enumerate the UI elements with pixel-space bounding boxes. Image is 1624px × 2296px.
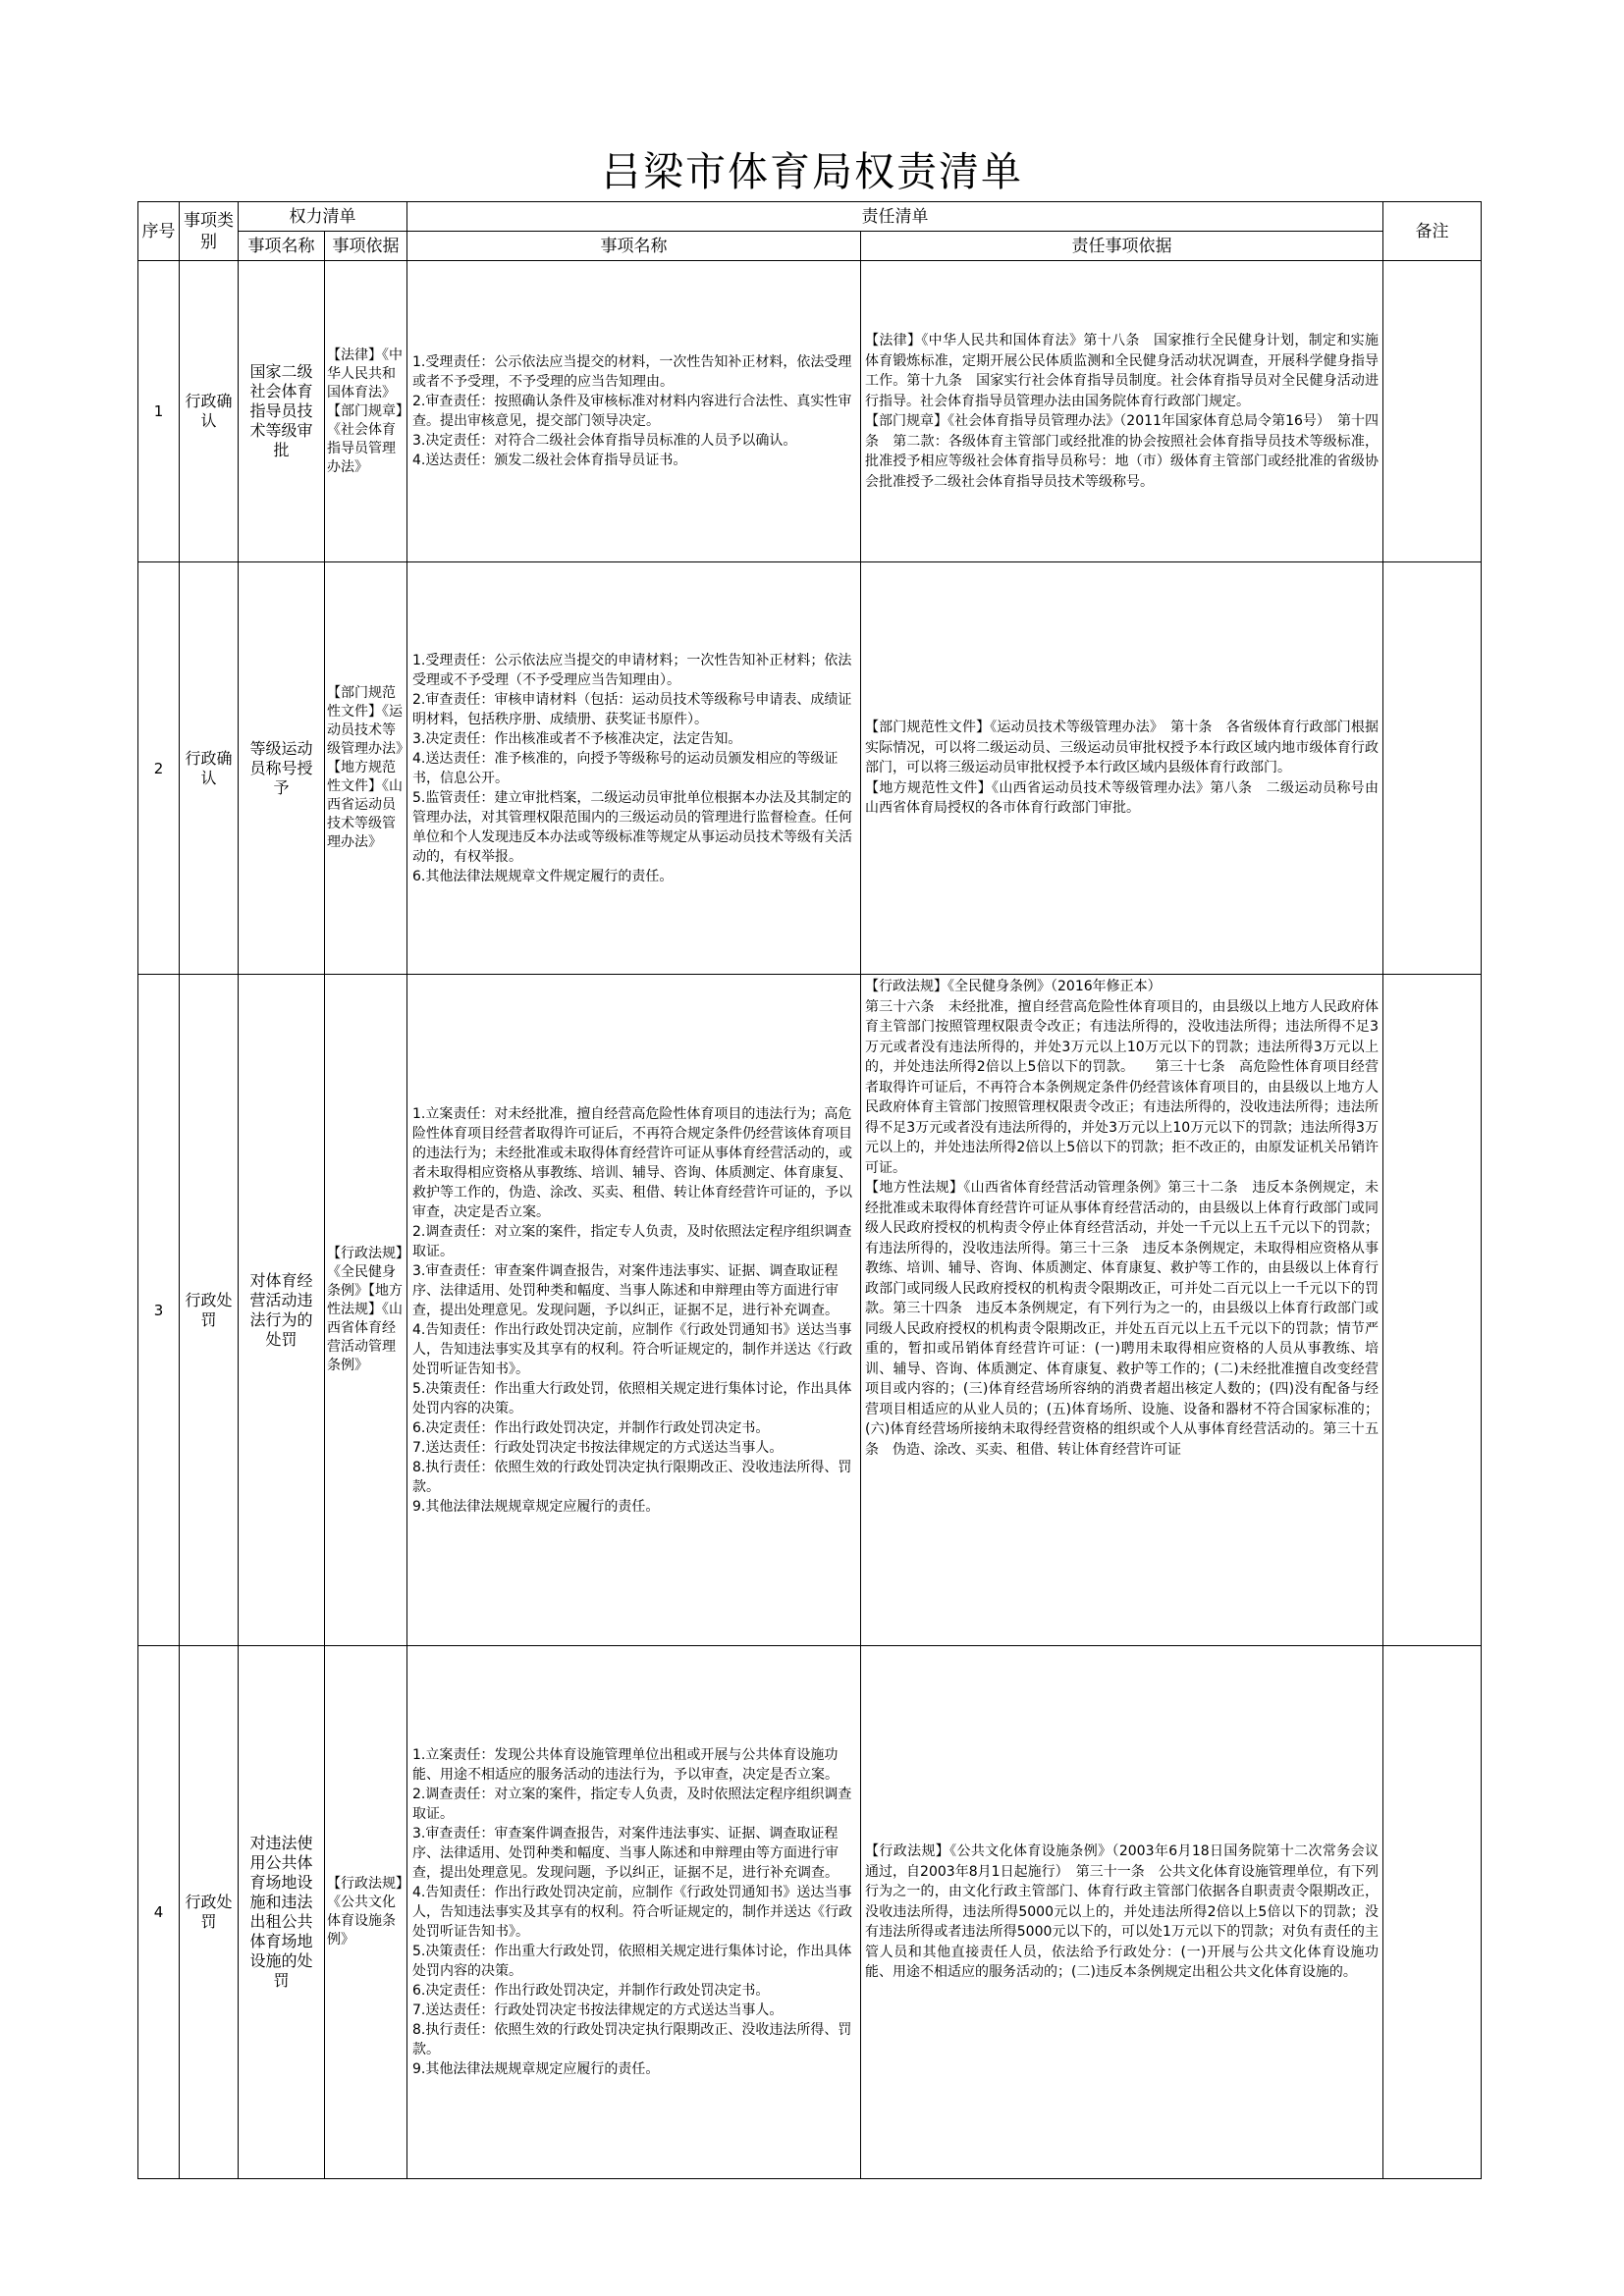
responsibility-item: 4.告知责任：作出行政处罚决定前，应制作《行政处罚通知书》送达当事人，告知违法事实及其享有的权利。符合听证规定的，制作并送达《行政处罚听证告知书》。 xyxy=(412,1321,852,1377)
responsibility-item: 7.送达责任：行政处罚决定书按法律规定的方式送达当事人。 xyxy=(412,2002,784,2018)
row-remark xyxy=(1383,562,1482,975)
row-item-basis: 【行政法规】《公共文化体育设施条例》 xyxy=(325,1646,407,2179)
responsibility-item: 2.审查责任：审核申请材料（包括：运动员技术等级称号申请表、成绩证明材料，包括秩序册、成绩册、获奖证书原件）。 xyxy=(412,691,852,727)
responsibility-item: 8.执行责任：依照生效的行政处罚决定执行限期改正、没收违法所得、罚款。 xyxy=(412,2022,852,2057)
table-row xyxy=(138,975,1482,1646)
row-category: 行政确认 xyxy=(180,562,239,975)
responsibility-item: 8.执行责任：依照生效的行政处罚决定执行限期改正、没收违法所得、罚款。 xyxy=(412,1459,852,1495)
row-legal-basis: 【法律】《中华人民共和国体育法》第十八条 国家推行全民健身计划，制定和实施体育锻炼标准，定期开展公民体质监测和全民健身活动状况调查，开展科学健身指导工作。第十九条 国家实行社会体育指导员制度。社会体育指导员对全民健身活动进行指导。社会体育指导员管理办法由国务院体育行政部门规定。 【部门规章】《社会体育指导员管理办法》（2011年国家体育总局令第16号） 第十四条 第二款：各级体育主管部门或经批准的协会按照社会体育指导员技术等级标准，批准授予相应等级社会体育指导员称号：地（市）级体育主管部门或经批准的省级协会批准授予二级社会体育指导员技术等级称号。 xyxy=(861,261,1383,562)
row-no: 4 xyxy=(138,1646,180,2179)
responsibility-item: 2.调查责任：对立案的案件，指定专人负责，及时依照法定程序组织调查取证。 xyxy=(412,1223,852,1259)
responsibility-item: 9.其他法律法规规章规定应履行的责任。 xyxy=(412,2061,660,2077)
row-no: 3 xyxy=(138,975,180,1646)
row-no: 1 xyxy=(138,261,180,562)
table-row xyxy=(138,562,1482,975)
header-item-name: 事项名称 xyxy=(239,232,325,261)
responsibility-item: 9.其他法律法规规章规定应履行的责任。 xyxy=(412,1498,660,1515)
row-remark xyxy=(1383,975,1482,1646)
responsibility-item: 3.审查责任：审查案件调查报告，对案件违法事实、证据、调查取证程序、法律适用、处罚种类和幅度、当事人陈述和申辩理由等方面进行审查，提出处理意见。发现问题，予以纠正，证据不足，进行补充调查。 xyxy=(412,1262,839,1318)
row-category: 行政处罚 xyxy=(180,1646,239,2179)
responsibility-item: 1.立案责任：对未经批准，擅自经营高危险性体育项目的违法行为；高危险性体育项目经营者取得许可证后，不再符合规定条件仍经营该体育项目的违法行为；未经批准或未取得体育经营许可证从事体育经营活动的，或者未取得相应资格从事教练、培训、辅导、咨询、体质测定、体育康复、救护等工作的，伪造、涂改、买卖、租借、转让体育经营许可证的，予以审查，决定是否立案。 xyxy=(412,1105,852,1220)
row-legal-basis: 【部门规范性文件】《运动员技术等级管理办法》 第十条 各省级体育行政部门根据实际情况，可以将二级运动员、三级运动员审批权授予本行政区域内地市级体育行政部门，可以将三级运动员审批权授予本行政区域内县级体育行政部门。 【地方规范性文件】《山西省运动员技术等级管理办法》第八条 二级运动员称号由山西省体育局授权的各市体育行政部门审批。 xyxy=(861,562,1383,975)
legal-basis-text: 【行政法规】《全民健身条例》（2016年修正本） 第三十六条 未经批准，擅自经营高危险性体育项目的，由县级以上地方人民政府体育主管部门按照管理权限责令改正；有违法所得的，没收违法所得；违法所得不足3万元或者没有违法所得的，并处3万元以上10万元以下的罚款；违法所得3万元以上的，并处违法所得2倍以上5倍以下的罚款。 第三十七条 高危险性体育项目经营者取得许可证后，不再符合本条例规定条件仍经营该体育项目的，由县级以上地方人民政府体育主管部门按照管理权限责令改正；有违法所得的，没收违法所得；违法所得不足3万元或者没有违法所得的，并处3万元以上10万元以下的罚款；违法所得3万元以上的，并处违法所得2倍以上5倍以下的罚款；拒不改正的，由原发证机关吊销许可证。 【地方性法规】《山西省体育经营活动管理条例》第三十二条 违反本条例规定，未经批准或未取得体育经营许可证从事体育经营活动的，由县级以上体育行政部门或同级人民政府授权的机构责令停止体育经营活动，并处一千元以上五千元以下的罚款；有违法所得的，没收违法所得。第三十三条 违反本条例规定，未取得相应资格从事教练、培训、辅导、咨询、体质测定、体育康复、救护等工作的，由县级以上体育行政部门或同级人民政府授权的机构责令限期改正，可并处二百元以上一千元以下的罚款。第三十四条 违反本条例规定，有下列行为之一的，由县级以上体育行政部门或同级人民政府授权的机构责令限期改正，并处五百元以上五千元以下的罚款；情节严重的，暂扣或吊销体育经营许可证：(一)聘用未取得相应资格的人员从事教练、培训、辅导、咨询、体质测定、体育康复、救护等工作的；(二)未经批准擅自改变经营项目或内容的；(三)体育经营场所容纳的消费者超出核定人数的；(四)没有配备与经营项目相适应的从业人员的；(五)体育场所、设施、设备和器材不符合国家标准的；(六)体育经营场所接纳未取得经营资格的组织或个人从事体育经营活动的。第三十五条 伪造、涂改、买卖、租借、转让体育经营许可证 xyxy=(865,979,1379,1458)
responsibility-item: 1.受理责任：公示依法应当提交的材料，一次性告知补正材料，依法受理或者不予受理，不予受理的应当告知理由。 xyxy=(412,354,852,390)
responsibility-item: 3.审查责任：审查案件调查报告，对案件违法事实、证据、调查取证程序、法律适用、处罚种类和幅度、当事人陈述和申辩理由等方面进行审查，提出处理意见。发现问题，予以纠正，证据不足，进行补充调查。 xyxy=(412,1826,839,1881)
responsibility-table xyxy=(137,201,1482,2179)
header-resp-basis: 责任事项依据 xyxy=(861,232,1383,261)
header-no: 序号 xyxy=(138,202,180,261)
row-legal-basis: 【行政法规】《公共文化体育设施条例》（2003年6月18日国务院第十二次常务会议通过，自2003年8月1日起施行） 第三十一条 公共文化体育设施管理单位，有下列行为之一的，由文化行政主管部门、体育行政主管部门依据各自职责责令限期改正，没收违法所得，违法所得5000元以上的，并处违法所得2倍以上5倍以下的罚款；没有违法所得或者违法所得5000元以下的，可以处1万元以下的罚款；对负有责任的主管人员和其他直接责任人员，依法给予行政处分：(一)开展与公共文化体育设施功能、用途不相适应的服务活动的；(二)违反本条例规定出租公共文化体育设施的。 xyxy=(861,1646,1383,2179)
row-category: 行政确认 xyxy=(180,261,239,562)
header-remark: 备注 xyxy=(1383,202,1482,261)
row-item-basis: 【部门规范性文件】《运动员技术等级管理办法》【地方规范性文件】《山西省运动员技术等级管理办法》 xyxy=(325,562,407,975)
row-item-name: 对违法使用公共体育场地设施和违法出租公共体育场地设施的处罚 xyxy=(239,1646,325,2179)
page-title: 吕梁市体育局权责清单 xyxy=(601,148,1023,195)
responsibility-item: 6.其他法律法规规章文件规定履行的责任。 xyxy=(412,868,674,884)
responsibility-item: 1.立案责任：发现公共体育设施管理单位出租或开展与公共体育设施功能、用途不相适应的服务活动的违法行为，予以审查，决定是否立案。 xyxy=(412,1747,839,1783)
row-legal-basis xyxy=(861,975,1383,1646)
responsibility-item: 3.决定责任：对符合二级社会体育指导员标准的人员予以确认。 xyxy=(412,433,797,449)
table-row xyxy=(138,1646,1482,2179)
responsibility-item: 4.送达责任：准予核准的，向授予等级称号的运动员颁发相应的等级证书，信息公开。 xyxy=(412,750,839,786)
responsibility-item: 6.决定责任：作出行政处罚决定，并制作行政处罚决定书。 xyxy=(412,1419,770,1436)
row-item-name: 国家二级社会体育指导员技术等级审批 xyxy=(239,261,325,562)
header-item-basis: 事项依据 xyxy=(325,232,407,261)
row-category: 行政处罚 xyxy=(180,975,239,1646)
row-item-basis: 【法律】《中华人民共和国体育法》【部门规章】《社会体育指导员管理办法》 xyxy=(325,261,407,562)
row-responsibilities xyxy=(407,562,861,975)
row-item-name: 对体育经营活动违法行为的处罚 xyxy=(239,975,325,1646)
responsibility-item: 3.决定责任：作出核准或者不予核准决定，法定告知。 xyxy=(412,730,742,747)
row-item-basis: 【行政法规】《全民健身条例》【地方性法规】《山西省体育经营活动管理条例》 xyxy=(325,975,407,1646)
header-category: 事项类别 xyxy=(180,202,239,261)
row-remark xyxy=(1383,1646,1482,2179)
row-responsibilities xyxy=(407,975,861,1646)
responsibility-item: 4.告知责任：作出行政处罚决定前，应制作《行政处罚通知书》送达当事人，告知违法事实及其享有的权利。符合听证规定的，制作并送达《行政处罚听证告知书》。 xyxy=(412,1885,852,1940)
responsibility-item: 5.决策责任：作出重大行政处罚，依照相关规定进行集体讨论，作出具体处罚内容的决策。 xyxy=(412,1944,852,1979)
responsibility-item: 7.送达责任：行政处罚决定书按法律规定的方式送达当事人。 xyxy=(412,1439,784,1456)
responsibility-item: 4.送达责任：颁发二级社会体育指导员证书。 xyxy=(412,453,687,468)
responsibility-item: 5.决策责任：作出重大行政处罚，依照相关规定进行集体讨论，作出具体处罚内容的决策。 xyxy=(412,1380,852,1416)
header-power-list: 权力清单 xyxy=(239,202,407,232)
responsibility-item: 5.监管责任：建立审批档案，二级运动员审批单位根据本办法及其制定的管理办法，对其管理权限范围内的三级运动员的管理进行监督检查。任何单位和个人发现违反本办法或等级标准等规定从事运动员技术等级有关活动的，有权举报。 xyxy=(412,789,852,865)
row-item-name: 等级运动员称号授予 xyxy=(239,562,325,975)
responsibility-item: 2.调查责任：对立案的案件，指定专人负责，及时依照法定程序组织调查取证。 xyxy=(412,1787,852,1822)
row-responsibilities xyxy=(407,261,861,562)
table-row xyxy=(138,261,1482,562)
header-resp-item-name: 事项名称 xyxy=(407,232,861,261)
responsibility-item: 2.审查责任：按照确认条件及审核标准对材料内容进行合法性、真实性审查。提出审核意见，提交部门领导决定。 xyxy=(412,394,852,429)
row-responsibilities xyxy=(407,1646,861,2179)
header-responsibility-list: 责任清单 xyxy=(407,202,1383,232)
row-no: 2 xyxy=(138,562,180,975)
row-remark xyxy=(1383,261,1482,562)
responsibility-item: 6.决定责任：作出行政处罚决定，并制作行政处罚决定书。 xyxy=(412,1983,770,1999)
responsibility-item: 1.受理责任：公示依法应当提交的申请材料；一次性告知补正材料；依法受理或不予受理（不予受理应当告知理由）。 xyxy=(412,652,852,688)
